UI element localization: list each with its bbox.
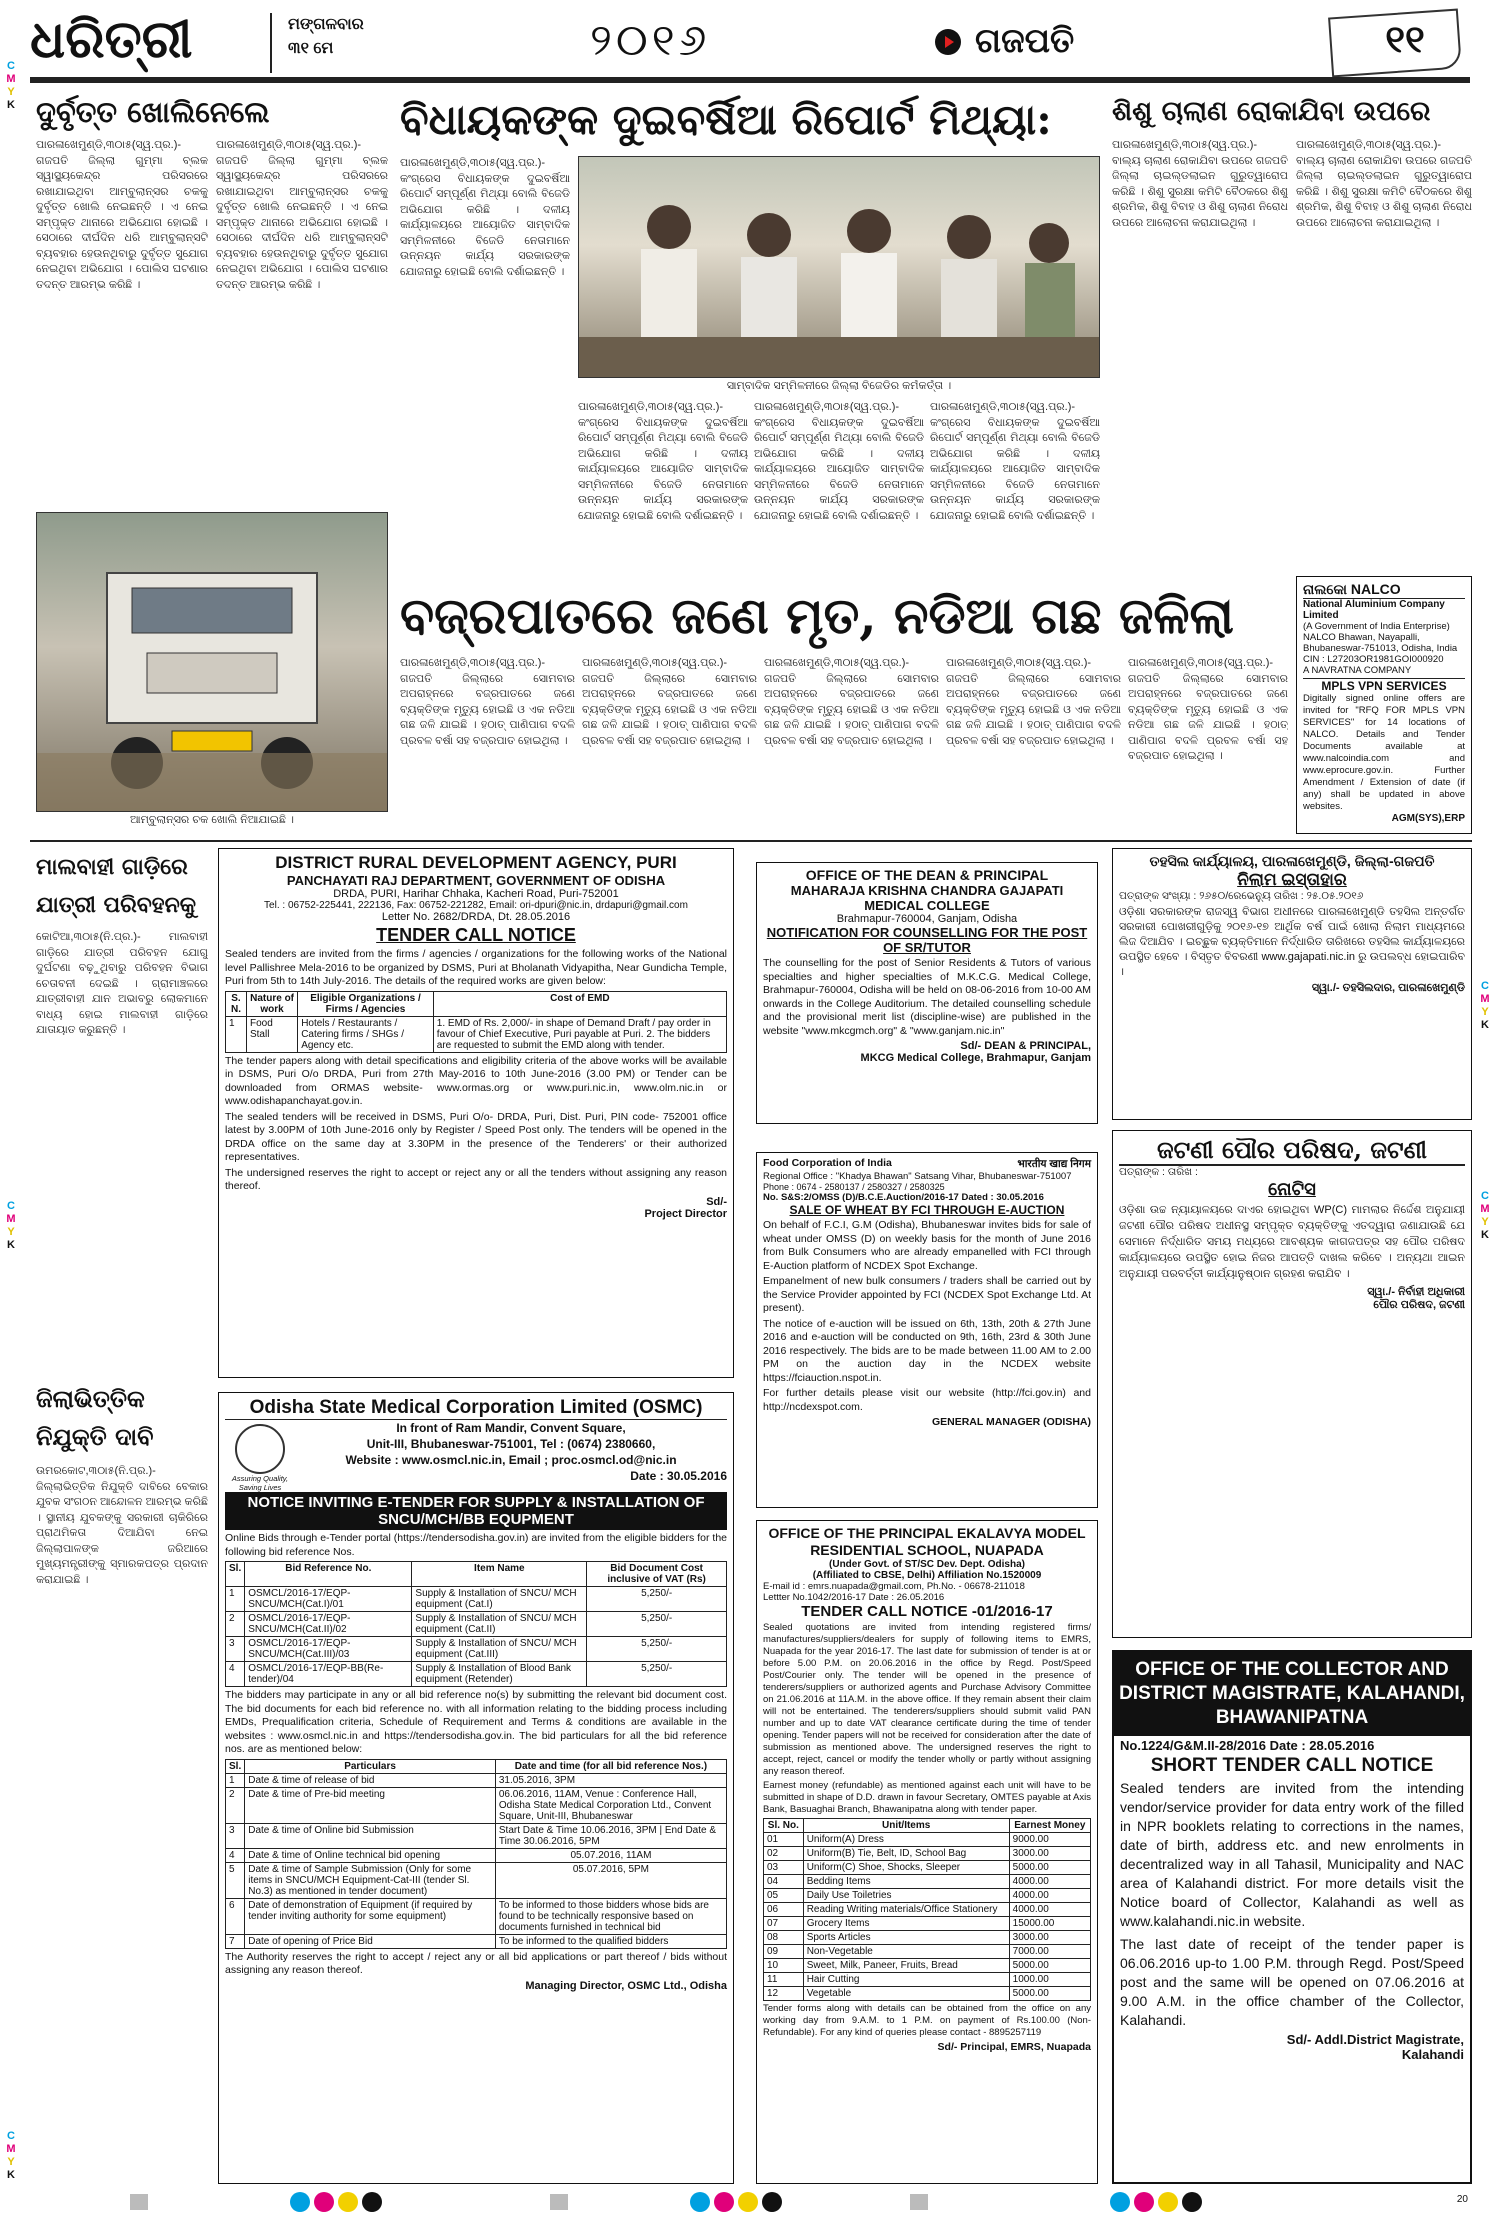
- table-row: 10 Sweet, Milk, Paneer, Fruits, Bread 5000.00: [764, 1959, 1091, 1973]
- kalahandi-para1: Sealed tenders are invited from the intending vendor/service provider for data entry work of the filled in NPR booklets relating to corrections in the names, date of birth, address etc. and new enrolments in decentralized way in all Tahasil, Municipality and NAC area of Kalahandi district. For more details visit the Notice board of Collector, Kalahandi as well as www.kalahandi.nic.in website.: [1120, 1780, 1464, 1929]
- story-lightning-body-col3: ପାରଳାଖେମୁଣ୍ଡି,୩୦ା୫(ସ୍ୱ.ପ୍ର.)- ଗଜପତି ଜିଲ୍ଲାରେ ସୋମବାର ଅପରାହ୍ନରେ ବଜ୍ରପାତରେ ଜଣେ ବ୍ୟକ୍ତିଙ୍କ ମୃତ୍ୟୁ ହୋଇଛି ଓ ଏକ ନଡିଆ ଗଛ ଜଳି ଯାଇଛି । ହଠାତ୍ ପାଣିପାଗ ବଦଳି ପ୍ରବଳ ବର୍ଷା ସହ ବଜ୍ରପାତ ହୋଇଥିଲା ।: [764, 657, 939, 747]
- osmc-title: Odisha State Medical Corporation Limited (OSMC): [225, 1397, 727, 1420]
- mkcg-college: MAHARAJA KRISHNA CHANDRA GAJAPATI MEDICAL COLLEGE: [790, 883, 1064, 913]
- story-lightning-body-col2: ପାରଳାଖେମୁଣ୍ଡି,୩୦ା୫(ସ୍ୱ.ପ୍ର.)- ଗଜପତି ଜିଲ୍ଲାରେ ସୋମବାର ଅପରାହ୍ନରେ ବଜ୍ରପାତରେ ଜଣେ ବ୍ୟକ୍ତିଙ୍କ ମୃତ୍ୟୁ ହୋଇଛି ଓ ଏକ ନଡିଆ ଗଛ ଜଳି ଯାଇଛି । ହଠାତ୍ ପାଣିପାଗ ବଦଳି ପ୍ରବଳ ବର୍ଷା ସହ ବଜ୍ରପାତ ହୋଇଥିଲା ।: [582, 657, 757, 747]
- ad-tahasil-paralakhemundi: [1112, 848, 1472, 1120]
- table-row: 03 Uniform(C) Shoe, Shocks, Sleeper 5000.00: [764, 1861, 1091, 1875]
- ambulance-jeep-illustration: [37, 513, 388, 812]
- table-row: 05 Daily Use Toiletries 4000.00: [764, 1889, 1091, 1903]
- color-swatches-right: [1110, 2192, 1206, 2212]
- fci-para1: On behalf of F.C.I, G.M (Odisha), Bhubaneswar invites bids for sale of wheat under OMSS (D) on weekly basis for the month of June 2016 from Bulk Consumers who are already empanelled with FCI through E-Auction platform of NCDEX Spot Exchange.: [763, 1219, 1091, 1272]
- registration-mark-left-bottom: C M Y K: [6, 2130, 16, 2181]
- jatni-ref: ପତ୍ରାଙ୍କ : ତାରିଖ :: [1119, 1166, 1198, 1178]
- issue-date: ୩୧ ମେ: [288, 40, 334, 57]
- emrs-letter: Lettter No.1042/2016-17 Date : 26.05.2016: [763, 1592, 945, 1603]
- nalco-navratna: A NAVRATNA COMPANY: [1303, 665, 1412, 676]
- fci-hindi: भारतीय खाद्य निगम: [1017, 1158, 1091, 1170]
- fci-office: Regional Office : "Khadya Bhawan" Satsang Vihar, Bhubaneswar-751007: [763, 1171, 1072, 1182]
- tahasil-ref: ପତ୍ରାଙ୍କ ସଂଖ୍ୟା : ୨୬୫୦/ରେଭେନ୍ୟୁ ତାରିଖ : ୨୫.୦୫.୨୦୧୬: [1119, 890, 1364, 902]
- emrs-sign: Sd/- Principal, EMRS, Nuapada: [937, 2041, 1091, 2053]
- tahasil-text: ଓଡ଼ିଶା ସରକାରଙ୍କ ରାଜସ୍ୱ ବିଭାଗ ଅଧୀନରେ ପାରଳାଖେମୁଣ୍ଡି ତହସିଲ ଅନ୍ତର୍ଗତ ସରକାରୀ ପୋଖରୀଗୁଡ଼ିକୁ ୨୦୧୬-୧୭ ଆର୍ଥିକ ବର୍ଷ ପାଇଁ ଖୋଲା ନିଲାମ ମାଧ୍ୟମରେ ଲିଜ ଦିଆଯିବ । ଇଚ୍ଛୁକ ବ୍ୟକ୍ତିମାନେ ନିର୍ଦ୍ଧାରିତ ତାରିଖରେ ତହସିଲ କାର୍ଯ୍ୟାଳୟରେ ଉପସ୍ଥିତ ହେବେ । ବିସ୍ତୃତ ବିବରଣୀ www.gajapati.nic.in ରୁ ଉପଲବ୍ଧ ହୋଇପାରିବ ।: [1119, 906, 1465, 978]
- table-row: 7 Date of opening of Price Bid To be informed to the qualified bidders: [226, 1934, 727, 1948]
- story-lightning-body-col1: ପାରଳାଖେମୁଣ୍ଡି,୩୦ା୫(ସ୍ୱ.ପ୍ର.)- ଗଜପତି ଜିଲ୍ଲାରେ ସୋମବାର ଅପରାହ୍ନରେ ବଜ୍ରପାତରେ ଜଣେ ବ୍ୟକ୍ତିଙ୍କ ମୃତ୍ୟୁ ହୋଇଛି ଓ ଏକ ନଡିଆ ଗଛ ଜଳି ଯାଇଛି । ହଠାତ୍ ପାଣିପାଗ ବଦଳି ପ୍ରବଳ ବର୍ଷା ସହ ବଜ୍ରପାତ ହୋଇଥିଲା ।: [400, 657, 575, 747]
- emrs-sub2: (Affiliated to CBSE, Delhi) Affiliation No.1520009: [812, 1570, 1042, 1581]
- osmc-schedule-table: Sl. Particulars Date and time (for all bid reference Nos.) 1 Date & time of release of bid 31.05.2016, 3PM 2 Date & time of Pre-bid meeting 06.06.2016, 11AM, Venue : Conference Hall, Odisha State Medical Corporation Ltd., Convent Square, Unit-III, Bhubaneswar 3 Date & time of Online bid Submission Start Date & Time 10.06.2016, 3PM | End Date & Time 30.06.2016, 5PM 4 Date & time of Online technical bid opening 05.07.2016, 11AM 5 Date & time of Sample Submission (Only for some items in SNCU/MCH Equipment-Cat-III (tender Sl. No.3) as mentioned in tender document) 05.07.2016, 5PM 6 Date of demonstration of Equipment (if required by tender inviting authority for some equipment) To be informed to those bidders whose bids are found to be technically responsive based on documents furnished in technical bid 7 Date of opening of Price Bid To be informed to the qualified bidders: [225, 1759, 727, 1949]
- table-row: 4 Date & time of Online technical bid opening 05.07.2016, 11AM: [226, 1848, 727, 1862]
- nalco-govt: (A Government of India Enterprise): [1303, 621, 1450, 632]
- drda-th-work: Nature of work: [246, 991, 297, 1016]
- osmc-tagline: Assuring Quality, Saving Lives: [231, 1474, 289, 1492]
- drda-th-eligible: Eligible Organizations / Firms / Agencies: [298, 991, 434, 1016]
- ad-nalco: [1296, 576, 1472, 834]
- issue-year: ୨୦୧୬: [590, 15, 711, 66]
- story-lightning-body-col4: ପାରଳାଖେମୁଣ୍ଡି,୩୦ା୫(ସ୍ୱ.ପ୍ର.)- ଗଜପତି ଜିଲ୍ଲାରେ ସୋମବାର ଅପରାହ୍ନରେ ବଜ୍ରପାତରେ ଜଣେ ବ୍ୟକ୍ତିଙ୍କ ମୃତ୍ୟୁ ହୋଇଛି ଓ ଏକ ନଡିଆ ଗଛ ଜଳି ଯାଇଛି । ହଠାତ୍ ପାଣିପାଗ ବଦଳି ପ୍ରବଳ ବର୍ଷା ସହ ବଜ୍ରପାତ ହୋଇଥିଲା ।: [946, 657, 1121, 747]
- story-ambulance-body-col1: ପାରଳାଖେମୁଣ୍ଡି,୩୦ା୫(ସ୍ୱ.ପ୍ର.)- ଗଜପତି ଜିଲ୍ଲା ଗୁମ୍ମା ବ୍ଲକ ସ୍ୱାସ୍ଥ୍ୟକେନ୍ଦ୍ର ପରିସରରେ ରଖାଯାଇଥିବା ଆମ୍ବୁଲାନ୍ସର ଚକକୁ ଦୁର୍ବୃତ୍ତ ଖୋଲି ନେଇଛନ୍ତି । ଏ ନେଇ ସମ୍ପୃକ୍ତ ଥାନାରେ ଅଭିଯୋଗ ହୋଇଛି । ସେଠାରେ ଦୀର୍ଘଦିନ ଧରି ଆମ୍ବୁଲାନ୍ସଟି ବ୍ୟବହାର ହେଉନଥିବାରୁ ଦୁର୍ବୃତ୍ତ ସୁଯୋଗ ନେଇଥିବା ଅଭିଯୋଗ । ପୋଲିସ ଘଟଣାର ତଦନ୍ତ ଆରମ୍ଭ କରିଛି ।: [36, 139, 208, 291]
- story-bjd-body-col1: ପାରଳାଖେମୁଣ୍ଡି,୩୦ା୫(ସ୍ୱ.ପ୍ର.)- କଂଗ୍ରେସ ବିଧାୟକଙ୍କ ଦୁଇବର୍ଷିଆ ରିପୋର୍ଟ ସମ୍ପୂର୍ଣ୍ଣ ମିଥ୍ୟା ବୋଲି ବିଜେଡି ଅଭିଯୋଗ କରିଛି । ଦଳୀୟ କାର୍ଯ୍ୟାଳୟରେ ଆୟୋଜିତ ସାମ୍ବାଦିକ ସମ୍ମିଳନୀରେ ବିଜେଡି ନେତାମାନେ ଉନ୍ନୟନ କାର୍ଯ୍ୟ ସରକାରଙ୍କ ଯୋଜନାରୁ ହୋଇଛି ବୋଲି ଦର୍ଶାଇଛନ୍ତି ।: [400, 157, 570, 278]
- ambulance-photo: [36, 512, 388, 812]
- drda-para2: The sealed tenders will be received in DSMS, Puri O/o- DRDA, Puri, Dist. Puri, PIN code- 752001 office latest by 3.00PM of 10th June-2016 only by Register / Speed Post only. The tenders will be opened in the DRDA office on the same day at 3.30PM in the presence of the Tenderers' or their authorized representatives.: [225, 1110, 727, 1163]
- kalahandi-title: OFFICE OF THE COLLECTOR AND DISTRICT MAGISTRATE, KALAHANDI, BHAWANIPATNA: [1114, 1652, 1470, 1736]
- play-icon: [935, 29, 961, 55]
- osmc-para: The bidders may participate in any or all bid reference no(s) by submitting the relevant bid document cost. The bid documents for each bid reference no. with all information relating to the bidding process including EMDs, Prequalification criteria, Schedule of Requirement and Terms & conditions are available in the websites : www.osmcl.nic.in and https://tendersodisha.gov.in. The bid particulars for all the bid reference nos. are as mentioned below:: [225, 1689, 727, 1755]
- jatni-notice: ନୋଟିସ: [1268, 1179, 1316, 1199]
- mkcg-address: Brahmapur-760004, Ganjam, Odisha: [836, 913, 1018, 925]
- ad-osmc: [218, 1392, 734, 2184]
- drda-notice-title: TENDER CALL NOTICE: [376, 925, 576, 945]
- table-row: 11 Hair Cutting 1000.00: [764, 1973, 1091, 1987]
- story-recruitment-body: ଉମରକୋଟ,୩୦ା୫(ନି.ପ୍ର.)- ଜିଲ୍ଲାଭିତ୍ତିକ ନିଯୁକ୍ତି ଦାବିରେ ବେକାର ଯୁବକ ସଂଗଠନ ଆନ୍ଦୋଳନ ଆରମ୍ଭ କରିଛି । ସ୍ଥାନୀୟ ଯୁବକଙ୍କୁ ସରକାରୀ ଚାକିରିରେ ପ୍ରାଥମିକତା ଦିଆଯିବା ନେଇ ଜିଲ୍ଲାପାଳଙ୍କ ଜରିଆରେ ମୁଖ୍ୟମନ୍ତ୍ରୀଙ୍କୁ ସ୍ମାରକପତ୍ର ପ୍ରଦାନ କରାଯାଇଛି ।: [36, 1465, 208, 1586]
- drda-title: DISTRICT RURAL DEVELOPMENT AGENCY, PURI: [275, 853, 677, 872]
- page-number: ୧୧: [1385, 19, 1425, 61]
- story-goods-vehicle-body: କୋଟିଆ,୩୦ା୫(ନି.ପ୍ର.)- ମାଲବାହୀ ଗାଡ଼ିରେ ଯାତ୍ରୀ ପରିବହନ ଯୋଗୁ ଦୁର୍ଘଟଣା ବଢ଼ୁଥିବାରୁ ପରିବହନ ବିଭାଗ ଚେତାବନୀ ଦେଇଛି । ଗ୍ରାମାଞ୍ଚଳରେ ଯାତ୍ରୀବାହୀ ଯାନ ଅଭାବରୁ ଲୋକମାନେ ବାଧ୍ୟ ହୋଇ ମାଲବାହୀ ଗାଡ଼ିରେ ଯାତାୟାତ କରୁଛନ୍ତି ।: [36, 931, 208, 1036]
- kalahandi-sign1: Sd/- Addl.District Magistrate,: [1286, 2032, 1464, 2047]
- story-lightning-headline: ବଜ୍ରପାତରେ ଜଣେ ମୃତ, ନଡିଆ ଗଛ ଜଳିଲା: [400, 586, 1234, 645]
- emrs-notice: TENDER CALL NOTICE -01/2016-17: [801, 1603, 1053, 1620]
- issue-day: ମଙ୍ଗଳବାର: [288, 16, 364, 33]
- table-row: 5 Date & time of Sample Submission (Only for some items in SNCU/MCH Equipment-Cat-III (tender Sl. No.3) as mentioned in tender document) 05.07.2016, 5PM: [226, 1862, 727, 1898]
- drda-sign2: Project Director: [644, 1207, 727, 1220]
- nalco-text: Digitally signed online offers are invited for "RFQ FOR MPLS VPN SERVICES" for 14 locations of NALCO. Details and Tender Documents available at www.nalcoindia.com and www.eprocure.gov.in. Further Amendment / Extension of date (if any) shall be updated in above websites.: [1303, 693, 1465, 812]
- table-row: 6 Date of demonstration of Equipment (if required by tender inviting authority for some equipment) To be informed to those bidders whose bids are found to be technically responsive based on documents furnished in technical bid: [226, 1898, 727, 1934]
- story-goods-vehicle-headline: ମାଲବାହୀ ଗାଡ଼ିରେ ଯାତ୍ରୀ ପରିବହନକୁ: [36, 854, 196, 918]
- press-meet-people-illustration: [579, 157, 1100, 378]
- table-row: 06 Reading Writing materials/Office Stationery 4000.00: [764, 1903, 1091, 1917]
- story-ambulance-body-col2: ପାରଳାଖେମୁଣ୍ଡି,୩୦ା୫(ସ୍ୱ.ପ୍ର.)- ଗଜପତି ଜିଲ୍ଲା ଗୁମ୍ମା ବ୍ଲକ ସ୍ୱାସ୍ଥ୍ୟକେନ୍ଦ୍ର ପରିସରରେ ରଖାଯାଇଥିବା ଆମ୍ବୁଲାନ୍ସର ଚକକୁ ଦୁର୍ବୃତ୍ତ ଖୋଲି ନେଇଛନ୍ତି । ଏ ନେଇ ସମ୍ପୃକ୍ତ ଥାନାରେ ଅଭିଯୋଗ ହୋଇଛି । ସେଠାରେ ଦୀର୍ଘଦିନ ଧରି ଆମ୍ବୁଲାନ୍ସଟି ବ୍ୟବହାର ହେଉନଥିବାରୁ ଦୁର୍ବୃତ୍ତ ସୁଯୋଗ ନେଇଥିବା ଅଭିଯୋଗ । ପୋଲିସ ଘଟଣାର ତଦନ୍ତ ଆରମ୍ଭ କରିଛି ।: [216, 139, 388, 291]
- osmc-bid-table: Sl. Bid Reference No. Item Name Bid Document Cost inclusive of VAT (Rs) 1 OSMCL/2016-17/EQP-SNCU/MCH(Cat.I)/01 Supply & Installation of SNCU/ MCH equipment (Cat.I) 5,250/- 2 OSMCL/2016-17/EQP-SNCU/MCH(Cat.II)/02 Supply & Installation of SNCU/ MCH equipment (Cat.II) 5,250/- 3 OSMCL/2016-17/EQP-SNCU/MCH(Cat.III)/03 Supply & Installation of SNCU/ MCH equipment (Cat.III) 5,250/- 4 OSMCL/2016-17/EQP-BB(Re-tender)/04 Supply & Installation of Blood Bank equipment (Retender) 5,250/-: [225, 1561, 727, 1687]
- table-row: 1 Food Stall Hotels / Restaurants / Catering firms / SHGs / Agency etc. 1. EMD of Rs. 2,000/- in shape of Demand Draft / pay order in favour of Chief Executive, Puri payable at Puri. 2. The bidders are requested to submit the EMD along with tender.: [226, 1016, 727, 1052]
- fci-para4: For further details please visit our website (http://fci.gov.in) and http://ncdexspot.com.: [763, 1387, 1091, 1413]
- emrs-title: OFFICE OF THE PRINCIPAL EKALAVYA MODEL RESIDENTIAL SCHOOL, NUAPADA: [768, 1525, 1086, 1558]
- table-row: 1 Date & time of release of bid 31.05.2016, 3PM: [226, 1773, 727, 1787]
- table-row: 04 Bedding Items 4000.00: [764, 1875, 1091, 1889]
- jatni-text: ଓଡ଼ିଶା ଉଚ୍ଚ ନ୍ୟାୟାଳୟରେ ଦାଏର ହୋଇଥିବା WP(C) ମାମଲାର ନିର୍ଦ୍ଦେଶ ଅନୁଯାୟୀ ଜଟଣୀ ପୌର ପରିଷଦ ଅଧୀନସ୍ଥ ସମ୍ପୃକ୍ତ ବ୍ୟକ୍ତିଙ୍କୁ ଏତଦ୍ୱାରା ଜଣାଯାଉଛି ଯେ ସେମାନେ ନିର୍ଦ୍ଧାରିତ ସମୟ ମଧ୍ୟରେ ଆବଶ୍ୟକ କାଗଜପତ୍ର ସହ ପୌର ପରିଷଦ କାର୍ଯ୍ୟାଳୟରେ ଉପସ୍ଥିତ ହୋଇ ନିଜର ଆପତ୍ତି ଦାଖଲ କରିବେ । ଅନ୍ୟଥା ଆଇନ ଅନୁଯାୟୀ ପରବର୍ତ୍ତୀ କାର୍ଯ୍ୟାନୁଷ୍ଠାନ ଗ୍ରହଣ କରାଯିବ ।: [1119, 1204, 1465, 1280]
- table-row: 3 Date & time of Online bid Submission Start Date & Time 10.06.2016, 3PM | End Date & Time 30.06.2016, 5PM: [226, 1823, 727, 1848]
- mkcg-text: The counselling for the post of Senior Residents & Tutors of various specialties and higher specialties of M.K.C.G. Medical College, Brahmapur-760004, Odisha will be held on 08-06-2016 from 10-00 AM onwards in the College Auditorium. The detailed counselling schedule and the provisional merit list (discipline-wise) are published in the website "www.mkcgmch.org" & "www.ganjam.nic.in": [763, 957, 1091, 1037]
- ad-drda-puri: [218, 848, 734, 1378]
- drda-th-emd: Cost of EMD: [433, 991, 726, 1016]
- issue-day-date: [270, 13, 470, 73]
- gray-patch: [130, 2194, 148, 2210]
- table-row: 07 Grocery Items 15000.00: [764, 1917, 1091, 1931]
- edition-district: ଗଜପତି: [975, 22, 1075, 60]
- page-code: 20: [1456, 2194, 1468, 2205]
- story-bjd-body-col2: ପାରଳାଖେମୁଣ୍ଡି,୩୦ା୫(ସ୍ୱ.ପ୍ର.)- କଂଗ୍ରେସ ବିଧାୟକଙ୍କ ଦୁଇବର୍ଷିଆ ରିପୋର୍ଟ ସମ୍ପୂର୍ଣ୍ଣ ମିଥ୍ୟା ବୋଲି ବିଜେଡି ଅଭିଯୋଗ କରିଛି । ଦଳୀୟ କାର୍ଯ୍ୟାଳୟରେ ଆୟୋଜିତ ସାମ୍ବାଦିକ ସମ୍ମିଳନୀରେ ବିଜେଡି ନେତାମାନେ ଉନ୍ନୟନ କାର୍ଯ୍ୟ ସରକାରଙ୍କ ଯୋଜନାରୁ ହୋଇଛି ବୋଲି ଦର୍ଶାଇଛନ୍ତି ।: [578, 401, 748, 522]
- drda-dept: PANCHAYATI RAJ DEPARTMENT, GOVERNMENT OF ODISHA: [286, 873, 666, 888]
- osmc-notice: NOTICE INVITING E-TENDER FOR SUPPLY & INSTALLATION OF SNCU/MCH/BB EQUPMENT: [225, 1492, 727, 1530]
- story-bjd-body-col4: ପାରଳାଖେମୁଣ୍ଡି,୩୦ା୫(ସ୍ୱ.ପ୍ର.)- କଂଗ୍ରେସ ବିଧାୟକଙ୍କ ଦୁଇବର୍ଷିଆ ରିପୋର୍ଟ ସମ୍ପୂର୍ଣ୍ଣ ମିଥ୍ୟା ବୋଲି ବିଜେଡି ଅଭିଯୋଗ କରିଛି । ଦଳୀୟ କାର୍ଯ୍ୟାଳୟରେ ଆୟୋଜିତ ସାମ୍ବାଦିକ ସମ୍ମିଳନୀରେ ବିଜେଡି ନେତାମାନେ ଉନ୍ନୟନ କାର୍ଯ୍ୟ ସରକାରଙ୍କ ଯୋଜନାରୁ ହୋଇଛି ବୋଲି ଦର୍ଶାଇଛନ୍ତି ।: [930, 401, 1100, 522]
- mkcg-sign1: Sd/- DEAN & PRINCIPAL,: [960, 1040, 1091, 1052]
- table-row: 02 Uniform(B) Tie, Belt, ID, School Bag 3000.00: [764, 1847, 1091, 1861]
- kalahandi-ref: No.1224/G&M.II-28/2016 Date : 28.05.2016: [1120, 1738, 1375, 1753]
- table-row: 4 OSMCL/2016-17/EQP-BB(Re-tender)/04 Supply & Installation of Blood Bank equipment (Retender) 5,250/-: [226, 1662, 727, 1687]
- osmc-date: Date : 30.05.2016: [630, 1469, 727, 1483]
- nalco-title: MPLS VPN SERVICES: [1303, 678, 1465, 693]
- drda-th-sn: S. N.: [226, 991, 247, 1016]
- registration-mark-left-top: C M Y K: [6, 60, 16, 111]
- emrs-sub1: (Under Govt. of ST/SC Dev. Dept. Odisha): [829, 1559, 1025, 1570]
- osmc-sign: Managing Director, OSMC Ltd., Odisha: [525, 1979, 727, 1992]
- mkcg-notice: NOTIFICATION FOR COUNSELLING FOR THE POST OF SR/TUTOR: [766, 925, 1088, 955]
- emrs-items-table: Sl. No. Unit/Items Earnest Money 01 Uniform(A) Dress 9000.00 02 Uniform(B) Tie, Belt, ID, School Bag 3000.00 03 Uniform(C) Shoe, Shocks, Sleeper 5000.00 04 Bedding Items 4000.00 05 Daily Use Toiletries 4000.00 06 Reading Writing materials/Office Stationery 4000.00 07 Grocery Items 15000.00 08 Sports Articles 3000.00 09 Non-Vegetable 7000.00 10 Sweet, Milk, Paneer, Fruits, Bread 5000.00 11 Hair Cutting 1000.00 12 Vegetable 5000.00: [763, 1818, 1091, 2001]
- jatni-sign1: ସ୍ୱା./- ନିର୍ବାହୀ ଅଧିକାରୀ: [1367, 1286, 1465, 1298]
- ambulance-photo-caption: ଆମ୍ବୁଲାନ୍ସର ଚକ ଖୋଲି ନିଆଯାଇଛି ।: [130, 814, 294, 826]
- fci-sign: GENERAL MANAGER (ODISHA): [931, 1416, 1091, 1428]
- jatni-sign2: ପୌର ପରିଷଦ, ଜଟଣୀ: [1373, 1299, 1465, 1311]
- table-row: 12 Vegetable 5000.00: [764, 1987, 1091, 2001]
- emrs-para: Sealed quotations are invited from intending registered firms/ manufactures/suppliers/dealers for supply of following items to EMRS, Nuapada for the year 2016-17. The last date for submission of tender is at or before 5.00 P.M. on 20.06.2016 in the office by Regd. Post/Speed Post/Courier only. The tender will be opened in the presence of tenderers/suppliers or authorized agents and Purchase Advisory Committee on 21.06.2016 at 11A.M. in the above office. If they remain absent their claim will not be entertained. The tenderers/suppliers should submit valid PAN number and up to date VAT clearance certificate during the time of tender opening. Tender papers will not be received for consideration after the date of submission as mentioned above. The undersigned reserves the right to accept, reject, cancel or modify the tender wholly or partly without assigning any reason thereof.: [763, 1622, 1091, 1777]
- nalco-sign: AGM(SYS),ERP: [1391, 813, 1465, 824]
- osmc-web: Website : www.osmcl.nic.in, Email ; proc.osmcl.od@nic.in: [345, 1453, 677, 1467]
- color-swatches-left: [290, 2192, 386, 2212]
- story-lightning-body-col5: ପାରଳାଖେମୁଣ୍ଡି,୩୦ା୫(ସ୍ୱ.ପ୍ର.)- ଗଜପତି ଜିଲ୍ଲାରେ ସୋମବାର ଅପରାହ୍ନରେ ବଜ୍ରପାତରେ ଜଣେ ବ୍ୟକ୍ତିଙ୍କ ମୃତ୍ୟୁ ହୋଇଛି ଓ ଏକ ନଡିଆ ଗଛ ଜଳି ଯାଇଛି । ହଠାତ୍ ପାଣିପାଗ ବଦଳି ପ୍ରବଳ ବର୍ଷା ସହ ବଜ୍ରପାତ ହୋଇଥିଲା ।: [1128, 657, 1288, 762]
- story-recruitment-headline: ଜିଲାଭିତ୍ତିକ ନିଯୁକ୍ତି ଦାବି: [36, 1384, 154, 1451]
- drda-sign1: Sd/-: [706, 1195, 727, 1208]
- table-row: 3 OSMCL/2016-17/EQP-SNCU/MCH(Cat.III)/03 Supply & Installation of SNCU/ MCH equipment (Cat.III) 5,250/-: [226, 1637, 727, 1662]
- ad-jatni-municipality: [1112, 1130, 1472, 1638]
- osmc-footer: The Authority reserves the right to accept / reject any or all bid applications or part thereof / bids without assigning any reason thereof.: [225, 1950, 727, 1976]
- gray-patch: [910, 2194, 928, 2210]
- ad-mkcg-medical: [756, 862, 1098, 1124]
- story-bjd-body-col3: ପାରଳାଖେମୁଣ୍ଡି,୩୦ା୫(ସ୍ୱ.ପ୍ର.)- କଂଗ୍ରେସ ବିଧାୟକଙ୍କ ଦୁଇବର୍ଷିଆ ରିପୋର୍ଟ ସମ୍ପୂର୍ଣ୍ଣ ମିଥ୍ୟା ବୋଲି ବିଜେଡି ଅଭିଯୋଗ କରିଛି । ଦଳୀୟ କାର୍ଯ୍ୟାଳୟରେ ଆୟୋଜିତ ସାମ୍ବାଦିକ ସମ୍ମିଳନୀରେ ବିଜେଡି ନେତାମାନେ ଉନ୍ନୟନ କାର୍ଯ୍ୟ ସରକାରଙ୍କ ଯୋଜନାରୁ ହୋଇଛି ବୋଲି ଦର୍ଶାଇଛନ୍ତି ।: [754, 401, 924, 522]
- fci-para3: The notice of e-auction will be issued on 6th, 13th, 20th & 27th June 2016 and e-auction will be conducted on 9th, 16th, 23rd & 30th June 2016 respectively. The bids are to be made between 11.00 AM to 2.00 PM on the auction day in the NCDEX website https://fciauction.nspot.in.: [763, 1317, 1091, 1384]
- drda-contact: Tel. : 06752-225441, 222136, Fax: 06752-221282, Email: ori-dpuri@nic.in, drdapuri@gmail.com: [264, 900, 688, 911]
- osmc-addr2: Unit-III, Bhubaneswar-751001, Tel : (0674) 2380660,: [366, 1437, 656, 1451]
- registration-mark-left-mid: C M Y K: [6, 1200, 16, 1251]
- nalco-logo: ନାଲକୋ NALCO: [1303, 581, 1465, 599]
- drda-letter: Letter No. 2682/DRDA, Dt. 28.05.2016: [381, 911, 571, 923]
- table-row: 2 OSMCL/2016-17/EQP-SNCU/MCH(Cat.II)/02 Supply & Installation of SNCU/ MCH equipment (Cat.II) 5,250/-: [226, 1612, 727, 1637]
- fci-org: Food Corporation of India: [763, 1157, 892, 1169]
- kalahandi-notice: SHORT TENDER CALL NOTICE: [1150, 1755, 1434, 1776]
- masthead: [30, 5, 1470, 83]
- ad-emrs-nuapada: [756, 1520, 1098, 2184]
- bjd-press-meet-photo: [578, 156, 1100, 378]
- jatni-title: ଜଟଣୀ ପୌର ପରିଷଦ, ଜଟଣୀ: [1119, 1135, 1465, 1166]
- nalco-address: NALCO Bhawan, Nayapalli, Bhubaneswar-751013, Odisha, India: [1303, 632, 1458, 654]
- emrs-email: E-mail id : emrs.nuapada@gmail.com, Ph.No. - 06678-211018: [763, 1581, 1025, 1592]
- table-row: 01 Uniform(A) Dress 9000.00: [764, 1833, 1091, 1847]
- fci-title: SALE OF WHEAT BY FCI THROUGH E-AUCTION: [789, 1203, 1065, 1217]
- emrs-footer: Tender forms along with details can be obtained from the office on any working day from 9.A.M. to 1 P.M. on payment of Rs.100.00 (Non-Refundable). For any kind of queries please contact - 8895257119: [763, 2003, 1091, 2038]
- osmc-logo-icon: [235, 1424, 285, 1474]
- nalco-company: National Aluminium Company Limited: [1303, 599, 1445, 621]
- color-swatches-center: [690, 2192, 786, 2212]
- table-row: 09 Non-Vegetable 7000.00: [764, 1945, 1091, 1959]
- osmc-intro: Online Bids through e-Tender portal (https://tendersodisha.gov.in) are invited from the eligible bidders for the following bid reference Nos.: [225, 1532, 727, 1558]
- story-child-body-col2: ପାରଳାଖେମୁଣ୍ଡି,୩୦ା୫(ସ୍ୱ.ପ୍ର.)- ବାଲ୍ୟ ଚାଲାଣ ରୋକାଯିବା ଉପରେ ଗଜପତି ଜିଲ୍ଲା ଚାଇଲ୍ଡଲାଇନ ଗୁରୁତ୍ୱାରୋପ କରିଛି । ଶିଶୁ ସୁରକ୍ଷା କମିଟି ବୈଠକରେ ଶିଶୁ ଶ୍ରମିକ, ଶିଶୁ ବିବାହ ଓ ଶିଶୁ ଚାଲାଣ ନିରୋଧ ଉପରେ ଆଲୋଚନା କରାଯାଇଥିଲା ।: [1296, 139, 1472, 229]
- nalco-cin: CIN : L27203OR1981GOI000920: [1303, 654, 1444, 665]
- bjd-photo-caption: ସାମ୍ବାଦିକ ସମ୍ମିଳନୀରେ ଜିଲ୍ଲା ବିଜେଡିର କର୍ମକର୍ତ୍ତା ।: [726, 380, 952, 392]
- osmc-addr1: In front of Ram Mandir, Convent Square,: [396, 1421, 626, 1435]
- story-ambulance-headline: ଦୁର୍ବୃତ୍ତ ଖୋଲିନେଲେ: [36, 95, 270, 129]
- kalahandi-sign2: Kalahandi: [1401, 2047, 1464, 2062]
- drda-intro: Sealed tenders are invited from the firms / agencies / organizations for the following works of the National level Pallishree Mela-2016 to be organized by DSMS, Puri at Bholanath Vidyapitha, Near Gundicha Temple, Puri from 5th to 14th July-2016. The details of the required works are given below:: [225, 948, 727, 987]
- gray-patch: [550, 2194, 568, 2210]
- story-child-headline: ଶିଶୁ ଚାଲାଣ ରୋକାଯିବା ଉପରେ: [1112, 96, 1431, 127]
- print-color-bar: [30, 2192, 1472, 2212]
- registration-mark-right-mid: C M Y K: [1480, 980, 1490, 1031]
- table-row: 08 Sports Articles 3000.00: [764, 1931, 1091, 1945]
- story-bjd-headline: ବିଧାୟକଙ୍କ ଦୁଇବର୍ଷିଆ ରିପୋର୍ଟ ମିଥ୍ୟା:: [400, 95, 1052, 144]
- newspaper-logo: ଧରିତ୍ରୀ: [30, 9, 193, 70]
- fci-phone: Phone : 0674 - 2580137 / 2580327 / 2580325: [763, 1182, 945, 1192]
- drda-address: DRDA, PURI, Harihar Chhaka, Kacheri Road, Puri-752001: [333, 888, 619, 900]
- table-row: 2 Date & time of Pre-bid meeting 06.06.2016, 11AM, Venue : Conference Hall, Odisha State Medical Corporation Ltd., Convent Square, Unit-III, Bhubaneswar: [226, 1787, 727, 1823]
- emrs-emd: Earnest money (refundable) as mentioned against each unit will have to be submitted in shape of D.D. drawn in favour Secretary, OMTES payable at Axis Bank, Basuaghai Branch, Bhawanipatna along with tender paper.: [763, 1780, 1091, 1815]
- fci-para2: Empanelment of new bulk consumers / traders shall be carried out by the Service Provider appointed by FCI (NCDEX Spot Exchange Ltd. At present).: [763, 1275, 1091, 1314]
- section-divider: [30, 840, 1472, 842]
- mkcg-sign2: MKCG Medical College, Brahmapur, Ganjam: [860, 1052, 1091, 1064]
- fci-ref: No. S&S:2/OMSS (D)/B.C.E.Auction/2016-17 Dated : 30.05.2016: [763, 1192, 1044, 1203]
- drda-works-table: [225, 991, 727, 1053]
- tahasil-notice: ନିଲାମ ଇସ୍ତାହାର: [1237, 870, 1347, 889]
- table-row: 1 OSMCL/2016-17/EQP-SNCU/MCH(Cat.I)/01 Supply & Installation of SNCU/ MCH equipment (Cat.I) 5,250/-: [226, 1587, 727, 1612]
- tahasil-sign: ସ୍ୱା./- ତହସିଲଦାର, ପାରଳାଖେମୁଣ୍ଡି: [1311, 982, 1465, 994]
- mkcg-title: OFFICE OF THE DEAN & PRINCIPAL: [805, 867, 1049, 883]
- ad-fci: [756, 1152, 1098, 1508]
- drda-para1: The tender papers along with detail specifications and eligibility criteria of the above works will be available in DSMS, Puri O/o DRDA, Puri from 27th May-2016 to 10th June-2016 (3.00 PM) or Tender can be downloaded from ORMAS website- www.ormas.org or www.puri.nic.in, www.olm.nic.in or www.odishapanchayat.gov.in.: [225, 1054, 727, 1107]
- ad-kalahandi-collector: [1112, 1650, 1472, 2184]
- tahasil-title: ତହସିଲ କାର୍ଯ୍ୟାଳୟ, ପାରଳାଖେମୁଣ୍ଡି, ଜିଲ୍ଲା-ଗଜପତି: [1149, 853, 1435, 869]
- story-child-body-col1: ପାରଳାଖେମୁଣ୍ଡି,୩୦ା୫(ସ୍ୱ.ପ୍ର.)- ବାଲ୍ୟ ଚାଲାଣ ରୋକାଯିବା ଉପରେ ଗଜପତି ଜିଲ୍ଲା ଚାଇଲ୍ଡଲାଇନ ଗୁରୁତ୍ୱାରୋପ କରିଛି । ଶିଶୁ ସୁରକ୍ଷା କମିଟି ବୈଠକରେ ଶିଶୁ ଶ୍ରମିକ, ଶିଶୁ ବିବାହ ଓ ଶିଶୁ ଚାଲାଣ ନିରୋଧ ଉପରେ ଆଲୋଚନା କରାଯାଇଥିଲା ।: [1112, 139, 1288, 229]
- kalahandi-para2: The last date of receipt of the tender paper is 06.06.2016 up-to 1.00 P.M. through Regd. Post/Speed post and the same will be opened on 07.06.2016 at 9.00 A.M. in the office chamber of the Collector, Kalahandi.: [1120, 1936, 1464, 2028]
- registration-mark-right-lower: C M Y K: [1480, 1190, 1490, 1241]
- drda-para3: The undersigned reserves the right to accept or reject any or all the tenders without assigning any reason thereof.: [225, 1166, 727, 1192]
